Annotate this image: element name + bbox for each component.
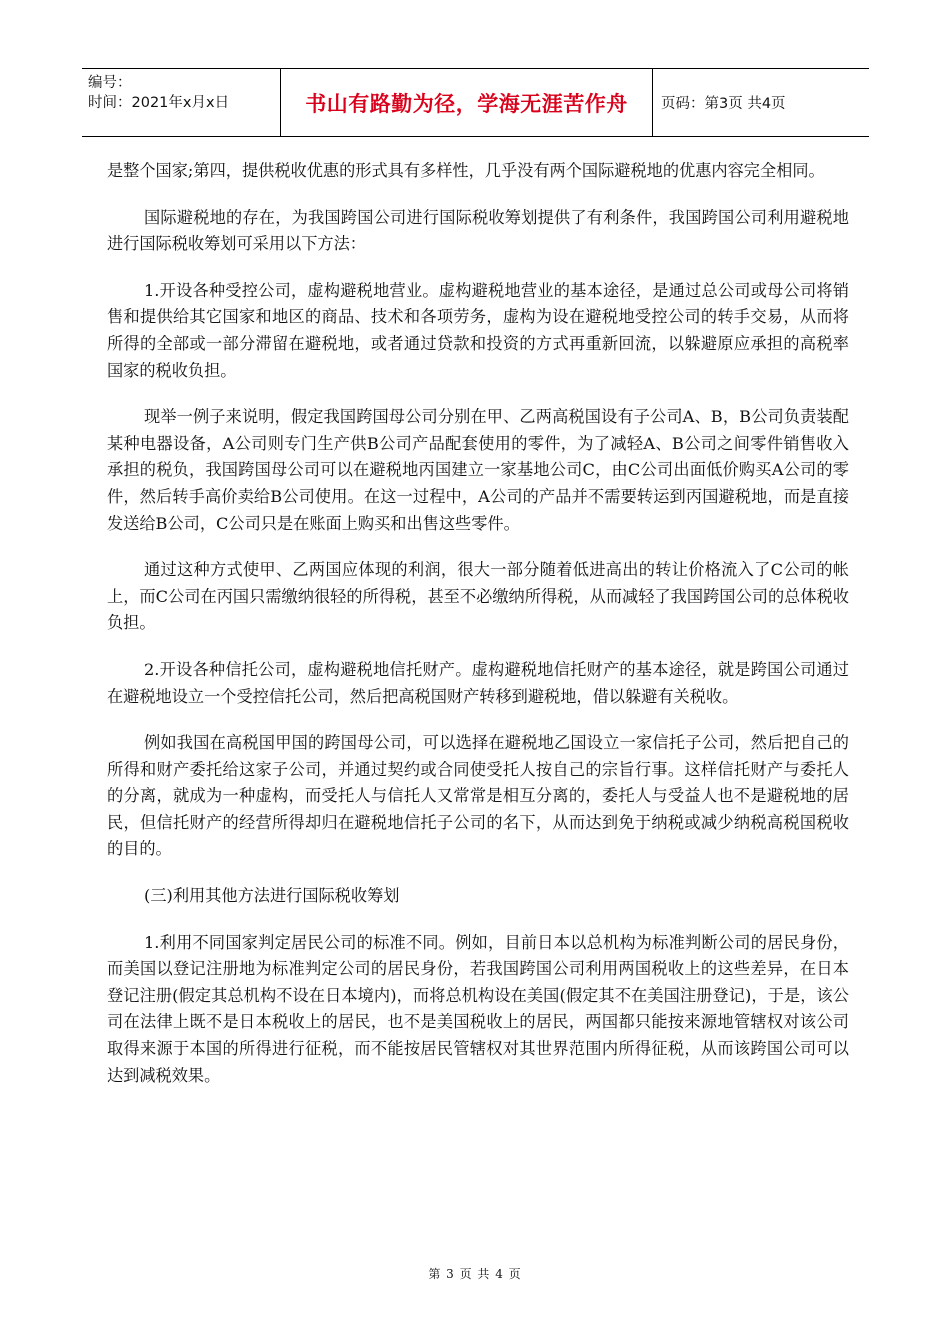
- page-footer: 第 3 页 共 4 页: [428, 1267, 522, 1281]
- document-body: [107, 158, 849, 1109]
- document-date: 时间：2021年x月x日: [88, 95, 230, 111]
- header-motto-cell: [281, 69, 653, 136]
- header-page-info: 页码：第3页 共4页: [661, 96, 786, 112]
- header-meta: [82, 69, 281, 136]
- paragraph: 国际避税地的存在，为我国跨国公司进行国际税收筹划提供了有利条件，我国跨国公司利用避税地进行国际税收筹划可采用以下方法：: [107, 207, 849, 254]
- header-motto: 书山有路勤为径，学海无涯苦作舟: [305, 91, 628, 116]
- paragraph: 1.开设各种受控公司，虚构避税地营业。虚构避税地营业的基本途径，是通过总公司或母公司将销售和提供给其它国家和地区的商品、技术和各项劳务，虚构为设在避税地受控公司的转手交易，从而将所得的全部或一部分滞留在避税地，或者通过贷款和投资的方式再重新回流，以躲避原应承担的高税率国家的税收负担。: [107, 280, 849, 380]
- document-number-label: 编号：: [88, 75, 132, 91]
- paragraph: 例如我国在高税国甲国的跨国母公司，可以选择在避税地乙国设立一家信托子公司，然后把自己的所得和财产委托给这家子公司，并通过契约或合同使受托人按自己的宗旨行事。这样信托财产与委托人的分离，就成为一种虚构，而受托人与信托人又常常是相互分离的，委托人与受益人也不是避税地的居民，但信托财产的经营所得却归在避税地信托子公司的名下，从而达到免于纳税或减少纳税高税国税收的目的。: [107, 733, 849, 859]
- paragraph: 2.开设各种信托公司，虚构避税地信托财产。虚构避税地信托财产的基本途径，就是跨国公司通过在避税地设立一个受控信托公司，然后把高税国财产转移到避税地，借以躲避有关税收。: [107, 659, 849, 706]
- paragraph: 1.利用不同国家判定居民公司的标准不同。例如，目前日本以总机构为标准判断公司的居民身份，而美国以登记注册地为标准判定公司的居民身份，若我国跨国公司利用两国税收上的这些差异，在日本登记注册(假定其总机构不设在日本境内)，而将总机构设在美国(假定其不在美国注册登记)，于是，该公司在法律上既不是日本税收上的居民，也不是美国税收上的居民，两国都只能按来源地管辖权对该公司取得来源于本国的所得进行征税，而不能按居民管辖权对其世界范围内所得征税，从而该跨国公司可以达到减税效果。: [107, 932, 849, 1085]
- paragraph: 通过这种方式使甲、乙两国应体现的利润，很大一部分随着低进高出的转让价格流入了C公司的帐上，而C公司在丙国只需缴纳很轻的所得税，甚至不必缴纳所得税，从而减轻了我国跨国公司的总体税收负担。: [107, 560, 849, 633]
- paragraph: 现举一例子来说明，假定我国跨国母公司分别在甲、乙两高税国设有子公司A、B，B公司负责装配某种电器设备，A公司则专门生产供B公司产品配套使用的零件，为了减轻A、B公司之间零件销售收入承担的税负，我国跨国母公司可以在避税地丙国建立一家基地公司C，由C公司出面低价购买A公司的零件，然后转手高价卖给B公司使用。在这一过程中，A公司的产品并不需要转运到丙国避税地，而是直接发送给B公司，C公司只是在账面上购买和出售这些零件。: [107, 407, 849, 533]
- section-heading: (三)利用其他方法进行国际税收筹划: [144, 886, 400, 906]
- paragraph: 是整个国家;第四，提供税收优惠的形式具有多样性，几乎没有两个国际避税地的优惠内容完全相同。: [107, 161, 825, 180]
- page-header: [82, 68, 869, 137]
